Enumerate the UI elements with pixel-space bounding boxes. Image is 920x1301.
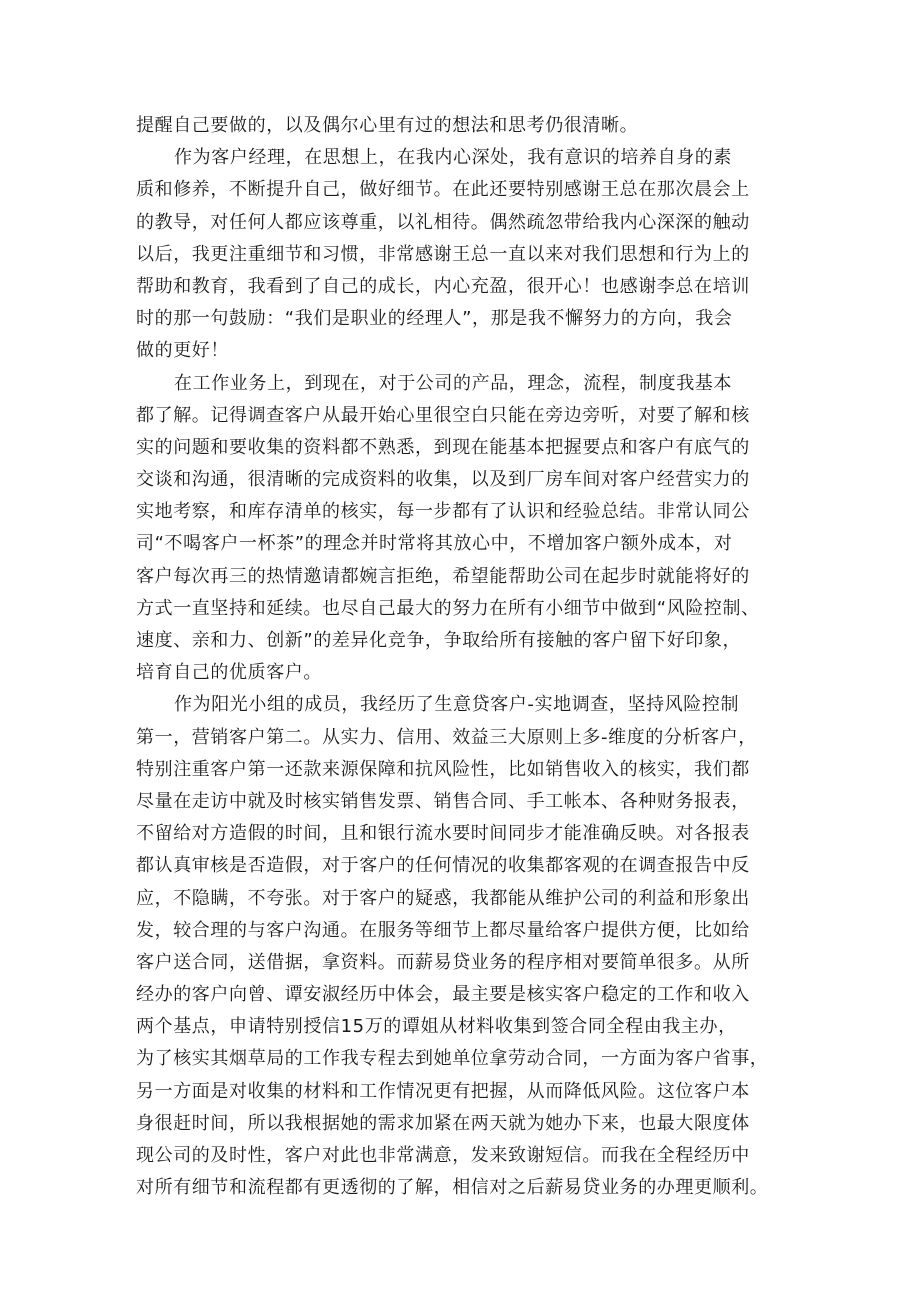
- text-line: 为了核实其烟草局的工作我专程去到她单位拿劳动合同，一方面为客户省事，: [136, 1048, 769, 1070]
- text-line: 以后，我更注重细节和习惯，非常感谢王总一直以来对我们思想和行为上的: [136, 243, 750, 265]
- text-line: 时的那一句鼓励：“我们是职业的经理人”，那是我不懈努力的方向，我会: [136, 308, 733, 330]
- text-line: 做的更好！: [136, 340, 229, 362]
- text-line: 司“不喝客户一杯茶”的理念并时常将其放心中，不增加客户额外成本，对: [136, 533, 733, 555]
- text-line: 交谈和沟通，很清晰的完成资料的收集，以及到厂房车间对客户经营实力的: [136, 469, 750, 491]
- text-line: 帮助和教育，我看到了自己的成长，内心充盈，很开心！也感谢李总在培训: [136, 275, 750, 297]
- text-line: 客户每次再三的热情邀请都婉言拒绝，希望能帮助公司在起步时就能将好的: [136, 565, 750, 587]
- text-line: 提醒自己要做的，以及偶尔心里有过的想法和思考仍很清晰。: [136, 115, 639, 136]
- text-line: 的教导，对任何人都应该尊重，以礼相待。偶然疏忽带给我内心深深的触动: [136, 211, 750, 233]
- text-line: 实的问题和要收集的资料都不熟悉，到现在能基本把握要点和客户有底气的: [136, 436, 750, 458]
- text-line: 另一方面是对收集的材料和工作情况更有把握，从而降低风险。这位客户本: [136, 1080, 750, 1102]
- text-line: 都了解。记得调查客户从最开始心里很空白只能在旁边旁听，对要了解和核: [136, 404, 750, 426]
- text-line: 培育自己的优质客户。: [136, 662, 322, 684]
- paragraph-start-line: 作为阳光小组的成员，我经历了生意贷客户-实地调查，坚持风险控制: [174, 694, 740, 716]
- text-line: 质和修养，不断提升自己，做好细节。在此还要特别感谢王总在那次晨会上: [136, 179, 750, 201]
- text-line: 速度、亲和力、创新”的差异化竞争，争取给所有接触的客户留下好印象，: [136, 630, 742, 651]
- text-line: 身很赶时间，所以我根据她的需求加紧在两天就为她办下来，也最大限度体: [136, 1112, 750, 1134]
- paragraph-start-line: 作为客户经理，在思想上，在我内心深处，我有意识的培养自身的素: [174, 147, 732, 169]
- text-line: 方式一直坚持和延续。也尽自己最大的努力在所有小细节中做到“风险控制、: [136, 597, 760, 619]
- text-line: 应，不隐瞒，不夸张。对于客户的疑惑，我都能从维护公司的利益和形象出: [136, 887, 750, 909]
- text-line: 对所有细节和流程都有更透彻的了解，相信对之后薪易贷业务的办理更顺利。: [136, 1177, 769, 1199]
- text-line: 尽量在走访中就及时核实销售发票、销售合同、手工帐本、各种财务报表，: [136, 790, 750, 812]
- text-line: 现公司的及时性，客户对此也非常满意，发来致谢短信。而我在全程经历中: [136, 1145, 750, 1166]
- body-text: [136, 110, 806, 1204]
- text-line: 不留给对方造假的时间，且和银行流水要时间同步才能准确反映。对各报表: [136, 823, 750, 845]
- text-line: 实地考察，和库存清单的核实，每一步都有了认识和经验总结。非常认同公: [136, 501, 750, 523]
- text-line: 经办的客户向曾、谭安淑经历中体会，最主要是核实客户稳定的工作和收入: [136, 984, 750, 1006]
- text-line: 客户送合同，送借据，拿资料。而薪易贷业务的程序相对要简单很多。从所: [136, 951, 750, 973]
- text-line: 两个基点，申请特别授信15万的谭姐从材料收集到签合同全程由我主办，: [136, 1016, 737, 1038]
- text-line: 发，较合理的与客户沟通。在服务等细节上都尽量给客户提供方便，比如给: [136, 919, 750, 941]
- text-line: 特别注重客户第一还款来源保障和抗风险性，比如销售收入的核实，我们都: [136, 758, 750, 780]
- paragraph-start-line: 在工作业务上，到现在，对于公司的产品，理念，流程，制度我基本: [174, 372, 732, 394]
- text-line: 第一，营销客户第二。从实力、信用、效益三大原则上多-维度的分析客户，: [136, 726, 757, 748]
- text-line: 都认真审核是否造假，对于客户的任何情况的收集都客观的在调查报告中反: [136, 855, 750, 877]
